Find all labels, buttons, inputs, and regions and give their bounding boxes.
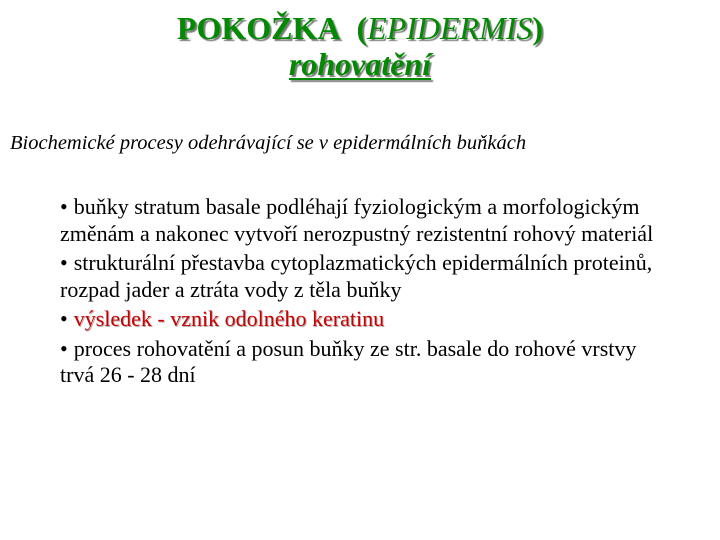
bullet-text: strukturální přestavba cytoplazmatických epidermálních proteinů, rozpad jader a ztráta vody z těla buňky (60, 250, 653, 302)
bullet-item (60, 194, 660, 247)
title-paren-word: EPIDERMIS (367, 10, 533, 46)
title-paren-open: ( (356, 10, 368, 46)
bullet-dot: • (60, 250, 68, 275)
bullet-dot: • (60, 335, 68, 361)
lead-text: Biochemické procesy odehrávající se v epidermálních buňkách (10, 132, 527, 154)
bullet-text: proces rohovatění a posun buňky ze str. basale do rohové vrstvy trvá 26 - 28 dní (60, 335, 637, 387)
bullet-text: buňky stratum basale podléhají fyziologickým a morfologickým změnám a nakonec vytvoří nerozpustný rezistentní rohový materiál (60, 194, 654, 246)
bullet-dot: • (60, 306, 68, 331)
bullet-text-highlight: výsledek - vznik odolného keratinu (73, 306, 385, 331)
slide-title (0, 10, 720, 46)
bullet-item (60, 250, 660, 303)
bullet-dot: • (60, 194, 68, 219)
title-paren-close: ) (532, 10, 544, 46)
bullet-item (60, 336, 660, 389)
bullet-item-highlight (60, 306, 660, 333)
slide-subtitle: rohovatění (288, 46, 432, 82)
bullet-list (60, 194, 660, 392)
title-main: POKOŽKA (176, 10, 341, 46)
title-block (0, 10, 720, 82)
